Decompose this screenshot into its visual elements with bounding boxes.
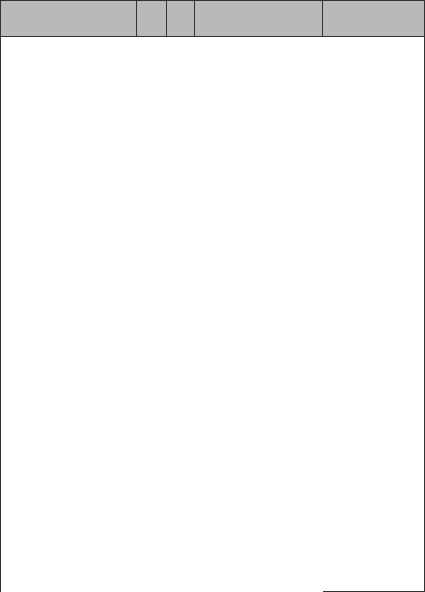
header-area — [195, 0, 323, 37]
header-school — [0, 0, 137, 37]
header-notes — [323, 0, 425, 37]
header-plan — [167, 0, 195, 37]
header-nature — [137, 0, 167, 37]
requirements-notes — [323, 37, 425, 592]
